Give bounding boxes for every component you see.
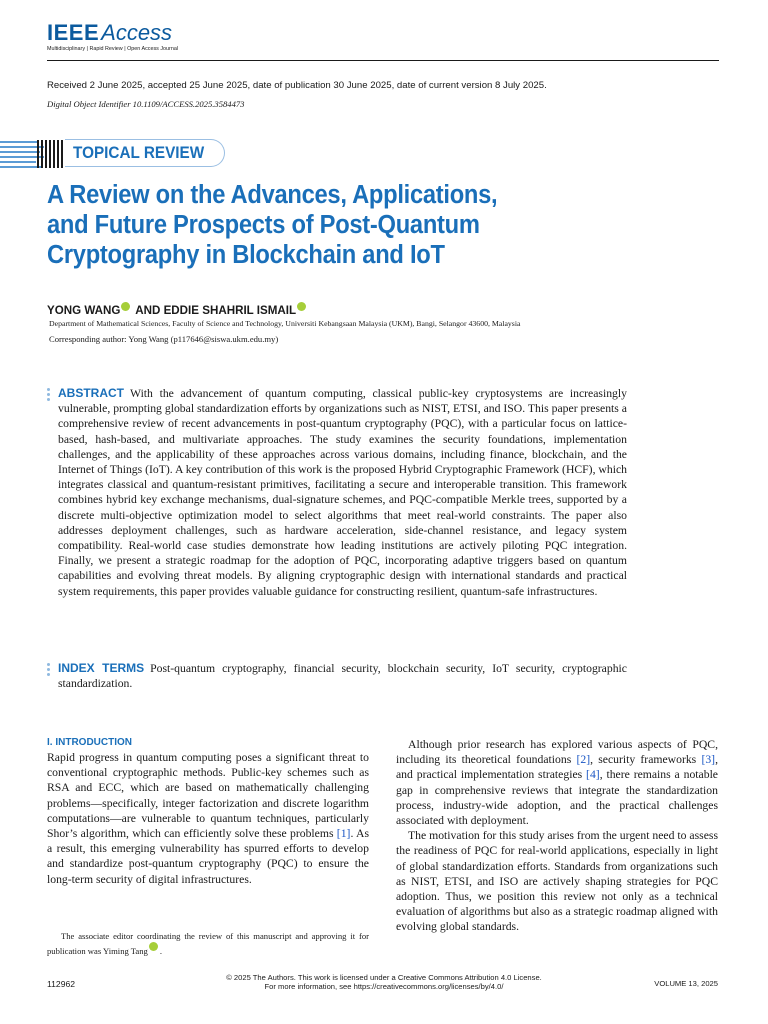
body-paragraph: The motivation for this study arises from the urgent need to assess the readiness of PQC for real-world applications, especially in light of global standardization efforts. Standards from organizations such as NIST, ETSI, and ISO are actively shaping strategies for PQC adoption. Thus, we position this review not only as a technical evaluation of algorithms but also as a strategic roadmap aligned with evolving global standards. [396,829,718,934]
paragraph-text: , there remains a notable gap in comprehensive reviews that integrate the standardization process, industry-wide adoption, and the practical challenges associated with deployment. [396,768,718,828]
paragraph-text: Although prior research has explored various aspects of PQC, including its theoretical foundations [396,738,718,767]
affiliation: Department of Mathematical Sciences, Faculty of Science and Technology, Universiti Kebangsaan Malaysia (UKM), Bangi, Selangor 43600, Malaysia [49,319,521,328]
license-notice [150,973,618,991]
author-connector: AND [132,304,164,317]
logo-ieee-text: IEEE [47,20,100,45]
doi-line: Digital Object Identifier 10.1109/ACCESS.2025.3584473 [47,99,245,109]
body-column-right [396,737,718,935]
logo-access-text: Access [101,20,173,45]
title-line: Cryptography in Blockchain and IoT [47,241,445,269]
author-name: EDDIE SHAHRIL ISMAIL [163,304,297,317]
corresponding-author: Corresponding author: Yong Wang (p117646@siswa.ukm.edu.my) [49,334,279,344]
citation-link[interactable]: [1] [336,827,351,841]
author-list [47,304,308,317]
abstract-dots-icon [47,388,50,403]
paragraph-text: . As a result, this emerging vulnerability has spurred efforts to develop and standardize post-quantum cryptography (PQC) to ensure the long-term security of digital infrastructures. [47,827,369,886]
banner-bars-decoration [37,140,63,168]
section-heading: I. INTRODUCTION [47,737,132,748]
footnote-end: . [159,946,162,956]
abstract-text: With the advancement of quantum computing, classical public-key cryptosystems are increasingly vulnerable, prompting global standardization efforts by organizations such as NIST, ETSI, and ISO. This paper presents a comprehensive review of recent advancements in post-quantum cryptography (PQC), with a particular focus on lattice-based, hash-based, and multivariate approaches. The study examines the security foundations, implementation challenges, and the applicability of these approaches across various domains, including finance, blockchain, and the Internet of Things (IoT). A key contribution of this work is the proposed Hybrid Cryptographic Framework (HCF), which integrates classical and quantum-resistant primitives, facilitating a secure and interoperable transition. This framework combines hybrid key exchange mechanisms, dual-signature schemes, and PQC-compatible Merkle trees, supported by a discrete multi-objective optimization model to select algorithms that meet real-world constraints. The paper also addresses deployment challenges, such as hardware acceleration, side-channel resistance, and legacy system compatibility. Real-world case studies demonstrate how leading institutions are actively piloting PQC integration. Finally, we present a strategic roadmap for the adoption of PQC, incorporating adaptive triggers based on quantum capabilities and evolving threat models. By aligning cryptographic design with international standards and practical system requirements, this paper provides valuable guidance for constructing resilient, quantum-safe infrastructures. [58,387,627,598]
orcid-icon[interactable] [149,942,158,951]
header-divider [47,60,719,61]
topical-review-label: TOPICAL REVIEW [73,143,205,162]
license-line: © 2025 The Authors. This work is licensed under a Creative Commons Attribution 4.0 License. [226,973,542,982]
volume-label: VOLUME 13, 2025 [654,979,718,988]
citation-link[interactable]: [2] [576,753,591,767]
orcid-icon[interactable] [297,302,306,311]
paragraph-text: , security frameworks [590,753,702,767]
body-column-left [47,737,369,887]
footnote-text: The associate editor coordinating the review of this manuscript and approving it for publication was Yiming Tang [47,931,369,956]
paper-title [47,180,687,270]
citation-link[interactable]: [4] [586,768,600,782]
abstract [58,386,627,599]
index-terms-text: Post-quantum cryptography, financial security, blockchain security, IoT security, cryptographic standardization. [58,662,627,691]
index-terms-dots-icon [47,663,50,678]
paragraph-text: Rapid progress in quantum computing poses a significant threat to conventional cryptographic methods. Public-key schemes such as RSA and ECC, which are based on mathematically challenging problems—specifically, integer factorization and discrete logarithm computations—are vulnerable to quantum techniques, particularly Shor’s algorithm, which can efficiently solve these problems [47,751,369,841]
body-paragraph [396,737,718,828]
paragraph-text: , and practical implementation strategies [396,753,718,782]
index-terms-heading: INDEX TERMS [58,661,145,675]
index-terms [58,661,627,691]
author-name: YONG WANG [47,304,121,317]
body-paragraph [47,750,369,887]
title-line: and Future Prospects of Post-Quantum [47,211,480,239]
publication-dates: Received 2 June 2025, accepted 25 June 2025, date of publication 30 June 2025, date of current version 8 July 2025. [47,80,547,91]
citation-link[interactable]: [3] [701,753,716,767]
editor-footnote [47,929,369,959]
title-line: A Review on the Advances, Applications, [47,181,498,209]
journal-logo [47,22,178,52]
orcid-icon[interactable] [121,302,130,311]
license-link[interactable]: For more information, see https://creativecommons.org/licenses/by/4.0/ [264,982,504,991]
logo-tagline: Multidisciplinary | Rapid Review | Open Access Journal [47,46,179,52]
page-number: 112962 [47,979,76,989]
abstract-heading: ABSTRACT [58,386,124,400]
